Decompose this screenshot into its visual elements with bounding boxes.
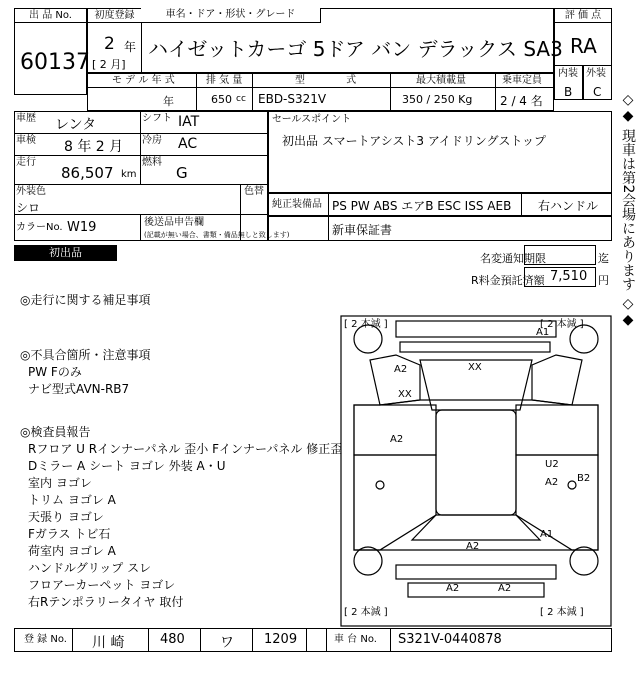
fuel-label: 燃料 bbox=[142, 157, 162, 168]
mark-left-panel: A2 bbox=[390, 434, 404, 445]
mark-right-lower: A1 bbox=[540, 529, 554, 540]
mark-rear-bumper-right: A2 bbox=[498, 583, 512, 594]
left-mirror bbox=[376, 481, 384, 489]
reg-class: 480 bbox=[160, 632, 185, 647]
mark-front-bumper: A1 bbox=[536, 327, 550, 338]
notes-area bbox=[20, 292, 343, 611]
front-bumper bbox=[396, 321, 556, 337]
first-reg-year-unit: 年 bbox=[124, 40, 137, 54]
front-right-fender bbox=[532, 355, 582, 405]
rear-bumper bbox=[396, 565, 556, 579]
post-equip-note: (記載が無い場合、書類・備品無しと致します) bbox=[144, 231, 290, 239]
venue-notice: ◇◆ 現車は第2会場にあります ◇◆ bbox=[620, 92, 636, 328]
body-outline bbox=[354, 400, 598, 550]
tire-count-rear-left: [ 2 本減 ] bbox=[344, 607, 388, 618]
inspector-item: 天張り ヨゴレ bbox=[28, 510, 104, 524]
tire-rear-right bbox=[570, 547, 598, 575]
exterior-grade: C bbox=[593, 85, 602, 99]
model-year-label: モ デ ル 年 式 bbox=[112, 75, 175, 86]
recycle-label: R料金預託済額 bbox=[471, 274, 545, 287]
mileage-label: 走行 bbox=[16, 157, 36, 168]
right-panel bbox=[516, 405, 598, 455]
sales-points-label: セールスポイント bbox=[272, 114, 352, 125]
inspector-item: 右Rテンポラリータイヤ 取付 bbox=[28, 595, 184, 609]
rear-bottom bbox=[408, 583, 544, 597]
name-change-unit: 迄 bbox=[598, 252, 609, 265]
damage-diagram bbox=[340, 315, 612, 627]
inspection-value: 8 年 2 月 bbox=[64, 139, 124, 155]
first-reg-year: 2 bbox=[104, 34, 115, 54]
inspector-item: Fガラス トビ石 bbox=[28, 527, 111, 541]
roof bbox=[436, 410, 516, 515]
history-label: 車歴 bbox=[16, 113, 36, 124]
lot-label: 出 品 No. bbox=[14, 8, 87, 23]
inspector-item: 荷室内 ヨゴレ A bbox=[28, 544, 116, 558]
reg-kana: ワ bbox=[220, 635, 234, 651]
displacement-value: 650 bbox=[211, 93, 232, 106]
first-reg-label: 初度登録 bbox=[87, 8, 142, 23]
ac-value: AC bbox=[178, 136, 198, 152]
defect-item: ナビ型式AVN-RB7 bbox=[28, 382, 130, 396]
mark-right-edge: B2 bbox=[577, 473, 591, 484]
interior-grade: B bbox=[564, 85, 573, 99]
recycle-amount: 7,510 bbox=[550, 269, 588, 284]
rear-window bbox=[412, 515, 540, 540]
tire-count-front-left: [ 2 本減 ] bbox=[344, 319, 388, 330]
displacement-unit: cc bbox=[236, 94, 246, 104]
displacement-label: 排 気 量 bbox=[206, 75, 243, 86]
capacity: 2 / 4 名 bbox=[500, 94, 543, 108]
inspector-item: フロアーカーペット ヨゴレ bbox=[28, 578, 176, 592]
model-year-unit: 年 bbox=[163, 95, 174, 108]
mark-left-fender: A2 bbox=[394, 364, 408, 375]
color-no-label: カラーNo. bbox=[16, 222, 63, 233]
color-no-value: W19 bbox=[67, 220, 97, 235]
inspector-title: ◎検査員報告 bbox=[20, 425, 91, 439]
overall-grade: RA bbox=[570, 34, 597, 58]
first-listing-badge: 初出品 bbox=[14, 245, 117, 261]
steering-side: 右ハンドル bbox=[538, 199, 599, 213]
exterior-label: 外装 bbox=[586, 68, 606, 79]
defect-item: PW Fのみ bbox=[28, 365, 82, 379]
reg-number: 1209 bbox=[264, 632, 298, 647]
right-mirror bbox=[568, 481, 576, 489]
mark-hood: XX bbox=[468, 362, 482, 373]
mark-right-rear-2: A2 bbox=[545, 477, 559, 488]
mileage-unit: km bbox=[121, 169, 137, 180]
front-left-fender bbox=[370, 355, 420, 405]
ext-color-value: シロ bbox=[16, 201, 41, 215]
chassis-label: 車 台 No. bbox=[334, 634, 377, 645]
ac-label: 冷房 bbox=[142, 135, 162, 146]
inspection-label: 車検 bbox=[16, 135, 36, 146]
shift-label: シフト bbox=[142, 113, 172, 124]
mark-right-rear: U2 bbox=[545, 459, 559, 470]
tire-rear-left bbox=[354, 547, 382, 575]
reg-label: 登 録 No. bbox=[24, 634, 67, 645]
recycle-unit: 円 bbox=[598, 274, 609, 287]
inspector-item: 室内 ヨゴレ bbox=[28, 476, 92, 490]
capacity-label: 乗車定員 bbox=[502, 75, 542, 86]
fuel-value: G bbox=[176, 164, 188, 182]
name-change-value-box bbox=[524, 245, 596, 265]
name-change-label: 名変通知期限 bbox=[480, 252, 546, 265]
post-equip-label: 後送品申告欄 bbox=[144, 217, 204, 228]
max-load-label: 最大積載量 bbox=[416, 75, 466, 86]
equipment-list: PS PW ABS エアB ESC ISS AEB bbox=[332, 199, 512, 213]
inspector-item: ハンドルグリップ スレ bbox=[28, 561, 152, 575]
front-grille bbox=[400, 342, 550, 352]
mark-left-fender-2: XX bbox=[398, 389, 412, 400]
mark-rear-window: A2 bbox=[466, 541, 480, 552]
rear-left-panel bbox=[354, 455, 436, 550]
color-change-label: 色替 bbox=[244, 186, 264, 197]
warranty-row bbox=[268, 216, 612, 241]
sales-points: 初出品 スマートアシスト3 アイドリングストップ bbox=[282, 134, 547, 148]
lot-number: 60137 bbox=[20, 50, 90, 75]
inspector-item: Dミラー A シート ヨゴレ 外装 A・U bbox=[28, 459, 226, 473]
tire-count-rear-right: [ 2 本減 ] bbox=[540, 607, 584, 618]
shift-value: IAT bbox=[178, 114, 200, 130]
grade-label: 評 価 点 bbox=[554, 8, 612, 23]
mileage-value: 86,507 bbox=[61, 164, 114, 182]
warranty: 新車保証書 bbox=[332, 223, 393, 237]
max-load: 350 / 250 Kg bbox=[402, 93, 473, 106]
interior-label: 内装 bbox=[558, 68, 578, 79]
car-name: ハイゼットカーゴ 5ドア バン デラックス SA3 bbox=[148, 37, 563, 61]
inspector-item: トリム ヨゴレ A bbox=[28, 493, 116, 507]
ext-color-label: 外装色 bbox=[16, 186, 46, 197]
car-name-label: 車名・ドア・形状・グレード bbox=[141, 8, 321, 23]
history-value: レンタ bbox=[55, 117, 97, 133]
type-label: 型 式 bbox=[295, 75, 357, 86]
reg-place: 川 崎 bbox=[92, 635, 125, 651]
tire-count-front-right: [ 2 本減 ] bbox=[540, 319, 584, 330]
mark-rear-bumper-left: A2 bbox=[446, 583, 460, 594]
driving-notes-title: ◎走行に関する補足事項 bbox=[20, 293, 151, 307]
inspector-item: Rフロア U Rインナーパネル 歪小 Fインナーパネル 修正歪 bbox=[28, 442, 343, 456]
model-type: EBD-S321V bbox=[258, 92, 327, 106]
equipment-label: 純正装備品 bbox=[272, 199, 322, 210]
defects-title: ◎不具合箇所・注意事項 bbox=[20, 348, 151, 362]
first-reg-month: [ 2 月] bbox=[92, 58, 126, 71]
chassis-number: S321V-0440878 bbox=[398, 632, 502, 647]
left-panel bbox=[354, 405, 436, 455]
